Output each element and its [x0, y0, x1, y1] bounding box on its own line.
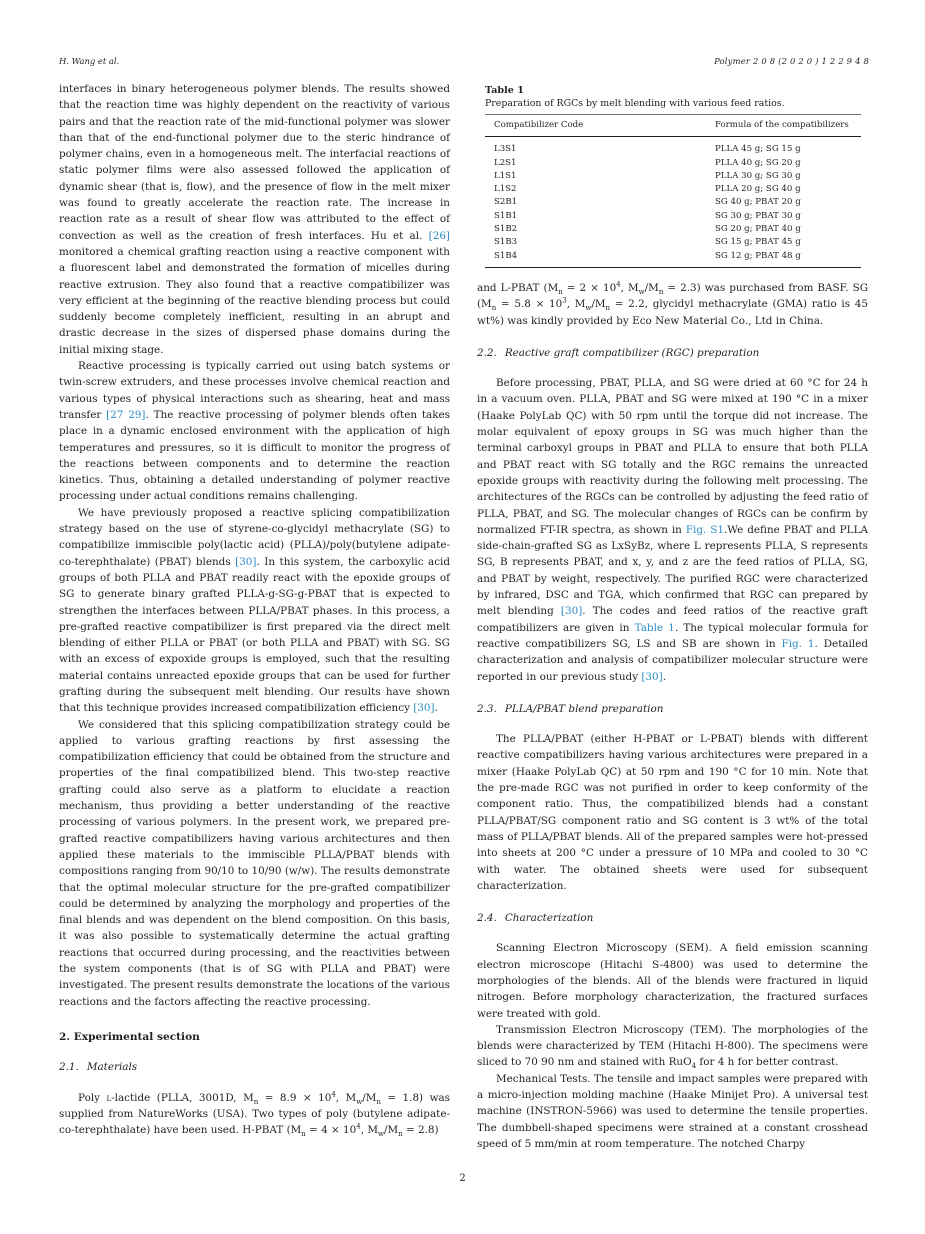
subsection-heading-blend: 2.3. PLLA/PBAT blend preparation [477, 702, 664, 715]
table-header-row [485, 115, 861, 137]
citation-link[interactable]: [30] [235, 555, 257, 568]
table-row [485, 250, 861, 268]
citation-link[interactable]: [30] [641, 670, 663, 683]
paragraph-reactive-processing: Reactive processing is typically carried out using batch systems or twin-screw extruders, and these processes involve chemical reaction and various types of physical interactions such as shearing, heat and mass transfer [27 29]. The reactive processing of polymer blends often takes place in a dynamic enclosed environment with the application of high temperatures and pressures, so it is difficult to monitor the progress of the reactions between components and to determine the reaction kinetics. Thus, obtaining a detailed understanding of polymer reactive processing under actual conditions remains challenging. [59, 360, 450, 503]
citation-link[interactable]: [30] [413, 702, 435, 715]
subsection-heading-rgc: 2.2. Reactive graft compatibilizer (RGC) preparation [477, 346, 760, 359]
cell-formula: PLLA 45 g; SG 15 g [715, 144, 801, 155]
cell-code: S1B3 [494, 237, 518, 248]
paragraph-sem: Scanning Electron Microscopy (SEM). A field emission scanning electron microscope (Hitachi S-4800) was used to determine the morphologies of the blends. All of the blends were fractured in liquid nitrogen. Before morphology characterization, the fractured surfaces were treated with gold. [477, 942, 868, 1020]
cell-code: L2S1 [494, 157, 517, 168]
table-title: Table 1 [485, 85, 524, 96]
column-header-formula: Formula of the compatibilizers [715, 115, 861, 137]
table-row [485, 236, 861, 249]
page-number: 2 [459, 1173, 466, 1184]
table-row [485, 223, 861, 236]
table-row [485, 157, 861, 170]
cell-code: L1S1 [494, 170, 517, 181]
subsection-heading-characterization: 2.4. Characterization [477, 912, 594, 925]
cell-formula: PLLA 30 g; SG 30 g [715, 170, 801, 181]
cell-formula: SG 20 g; PBAT 40 g [715, 224, 801, 235]
right-column [477, 280, 868, 1152]
compatibilizer-table [485, 114, 861, 268]
cell-code: S1B4 [485, 250, 715, 268]
cell-formula: SG 30 g; PBAT 30 g [715, 210, 801, 221]
column-header-code: Compatibilizer Code [485, 115, 715, 137]
figure-link[interactable]: Fig. 1 [781, 637, 815, 650]
cell-formula: PLLA 20 g; SG 40 g [715, 184, 801, 195]
paragraph-mechanical-tests: Mechanical Tests. The tensile and impact samples were prepared with a micro-injection molding machine (Haake Minijet Pro). A universal test machine (INSTRON-5966) was used to determine the tensile properties. The dumbbell-shaped specimens were strained at a constant crosshead speed of 5 mm/min at room temperature. The notched Charpy [477, 1072, 868, 1150]
cell-formula: SG 40 g; PBAT 20 g [715, 197, 801, 208]
paragraph-rgc-preparation: Before processing, PBAT, PLLA, and SG were dried at 60 °C for 24 h in a vacuum oven. PLLA, PBAT and SG were mixed at 190 °C in a mixer (Haake PolyLab QC) with 50 rpm until the torque did not increase. The molar equivalent of epoxy groups in SG was much higher than the terminal carboxyl groups in PBAT and PLLA to ensure that both PLLA and PBAT react with SG totally and the RGC remains the unreacted epoxide groups with reactivity during the following melt processing. The architectures of the RGCs can be controlled by adjusting the feed ratio of PLLA, PBAT, and SG. The molecular changes of RGCs can be confirm by normalized FT-IR spectra, as shown in Fig. S1.We define PBAT and PLLA side-chain-grafted SG as LxSyBz, where L represents PLLA, S represents SG, B represents PBAT, and x, y, and z are the feed ratios of PLLA, SG, and PBAT by weight, respectively. The purified RGC were characterized by infrared, DSC and TGA, which confirmed that RGC can prepared by melt blending [30]. The codes and feed ratios of the reactive graft compatibilizers are given in Table 1. The typical molecular formula for reactive compatibilizers SG, LS and SB are shown in Fig. 1. Detailed characterization and analysis of compatibilizer molecular structure were reported in our previous study [30]. [477, 377, 869, 683]
cell-code: L1S2 [494, 184, 517, 195]
cell-code: L3S1 [494, 144, 517, 155]
cell-code: S1B1 [494, 210, 518, 221]
paragraph-materials: Poly l-lactide (PLLA, 3001D, $M_n = 8.9 \times 10^4$, $M_w/M_n = 1.8$) was supplied from NatureWorks (USA). Two types of poly (butylene adipate-co-terephthalate) have been used. H-PBAT ($M_n = 4 \times 10^4$, $M_w/M_n = 2.8$) [59, 1090, 451, 1139]
paragraph-blend-preparation: The PLLA/PBAT (either H-PBAT or L-PBAT) blends with different reactive compatibilizers having various architectures were prepared in a mixer (Haake PolyLab QC) at 50 rpm and 190 °C for 10 min. Note that the pre-made RGC was not purified in order to keep conformity of the component ratio. Thus, the compatibilized blends had a constant PLLA/PBAT/SG component ratio and SG content is 3 wt% of the total mass of PLLA/PBAT blends. All of the prepared samples were hot-pressed into sheets at 200 °C under a pressure of 10 MPa and cooled to 30 °C with water. The obtained sheets were used for subsequent characterization. [477, 733, 868, 892]
section-heading-experimental: 2. Experimental section [59, 1030, 200, 1043]
table-row [485, 183, 861, 196]
running-head-authors: H. Wang et al. [59, 56, 120, 66]
paragraph-materials-continued: and L-PBAT ($M_n = 2 \times 10^4$, $M_w/M_n = 2.3$) was purchased from BASF. SG ($M_n = 5.8 \times 10^3$, $M_w/M_n = 2.2$, glycidyl methacrylate (GMA) ratio is 45 wt%) was kindly provided by Eco New Material Co., Ltd in China. [477, 280, 868, 327]
cell-code: S2B1 [494, 197, 518, 208]
paragraph-intro-continued: interfaces in binary heterogeneous polymer blends. The results showed that the reaction time was highly dependent on the reactivity of various pairs and that the reaction rate of the mid-functional polymer was slower than that of the end-functional polymer due to the steric hindrance of polymer chains, even in a homogeneous melt. The interfacial reactions of static polymer films were also assessed followed the application of dynamic shear (that is, flow), and the presence of flow in the melt mixer was found to greatly accelerate the reaction rate. The increase in reaction rate as a result of shear flow was attributed to the effect of convection as well as the creation of fresh interfaces. Hu et al. [26] monitored a chemical grafting reaction using a reactive component with a fluorescent label and demonstrated the formation of micelles during reactive extrusion. They also found that a reactive compatibilizer was very efficient at the beginning of the reactive blending process but could suddenly become completely inefficient, resulting in an abrupt and drastic decrease in the sizes of dispersed phase domains during the initial mixing stage. [59, 83, 450, 356]
table-row [485, 210, 861, 223]
cell-formula: SG 15 g; PBAT 45 g [715, 237, 801, 248]
table-row [485, 137, 861, 157]
paragraph-tem: Transmission Electron Microscopy (TEM). The morphologies of the blends were characterized by TEM (Hitachi H-800). The specimens were sliced to 70 90 nm and stained with RuO$_4$ for 4 h for better contrast. [477, 1023, 868, 1071]
table-link[interactable]: Table 1 [634, 621, 675, 634]
citation-link[interactable]: [30] [560, 605, 583, 618]
running-head-journal: Polymer 2 0 8 (2 0 2 0 ) 1 2 2 9 4 8 [714, 56, 869, 66]
cell-formula: SG 12 g; PBAT 48 g [715, 250, 861, 268]
paragraph-splicing-strategy: We have previously proposed a reactive splicing compatibilization strategy based on the use of styrene-co-glycidyl methacrylate (SG) to compatibilize immiscible poly(lactic acid) (PLLA)/poly(butylene adipate-co-terephthalate) (PBAT) blends [30]. In this system, the carboxylic acid groups of both PLLA and PBAT readily react with the epoxide groups of SG to generate binary grafted PLLA-g-SG-g-PBAT that is expected to strengthen the interfaces between PLLA/PBAT phases. In this process, a pre-grafted reactive compatibilizer is first prepared via the direct melt blending of either PLLA or PBAT (or both PLLA and PBAT) with SG. SG with an excess of expoxide groups is employed, such that the resulting material contains unreacted epoxide groups that can be used for further grafting during the subsequent melt blending. Our results have shown that this technique provides increased compatibilization efficiency [30]. [59, 506, 451, 715]
table-1 [485, 84, 861, 268]
table-row [485, 170, 861, 183]
cell-formula: PLLA 40 g; SG 20 g [715, 157, 801, 168]
figure-link[interactable]: Fig. S1 [685, 523, 724, 536]
left-column [59, 81, 450, 1138]
subsection-heading-materials: 2.1. Materials [59, 1061, 138, 1074]
citation-link[interactable]: [26] [428, 229, 450, 242]
table-caption: Preparation of RGCs by melt blending with various feed ratios. [485, 98, 785, 109]
table-row [485, 196, 861, 209]
citation-link[interactable]: [27 29] [106, 408, 146, 421]
paragraph-present-work: We considered that this splicing compatibilization strategy could be applied to various grafting reactions by first assessing the compatibilization efficiency that could be obtained from the structure and properties of the final compatibilized blend. This two-step reactive grafting could also serve as a platform to elucidate a reaction mechanism, thus providing a better understanding of the reactive processing of various polymers. In the present work, we prepared pre-grafted reactive compatibilizers having various architectures and then applied these materials to the immiscible PLLA/PBAT blends with compositions ranging from 90/10 to 10/90 (w/w). The results demonstrate that the optimal molecular structure for the pre-grafted compatibilizer could be determined by analyzing the morphology and properties of the final blends and was dependent on the blend composition. On this basis, it was also possible to systematically determine the actual grafting reactions that occurred during processing, and the reactivities between the system components (that is of SG with PLLA and PBAT) were investigated. The present results demonstrate the locations of the various reactions and the factors affecting the reactive processing. [59, 718, 450, 1008]
cell-code: S1B2 [494, 224, 518, 235]
